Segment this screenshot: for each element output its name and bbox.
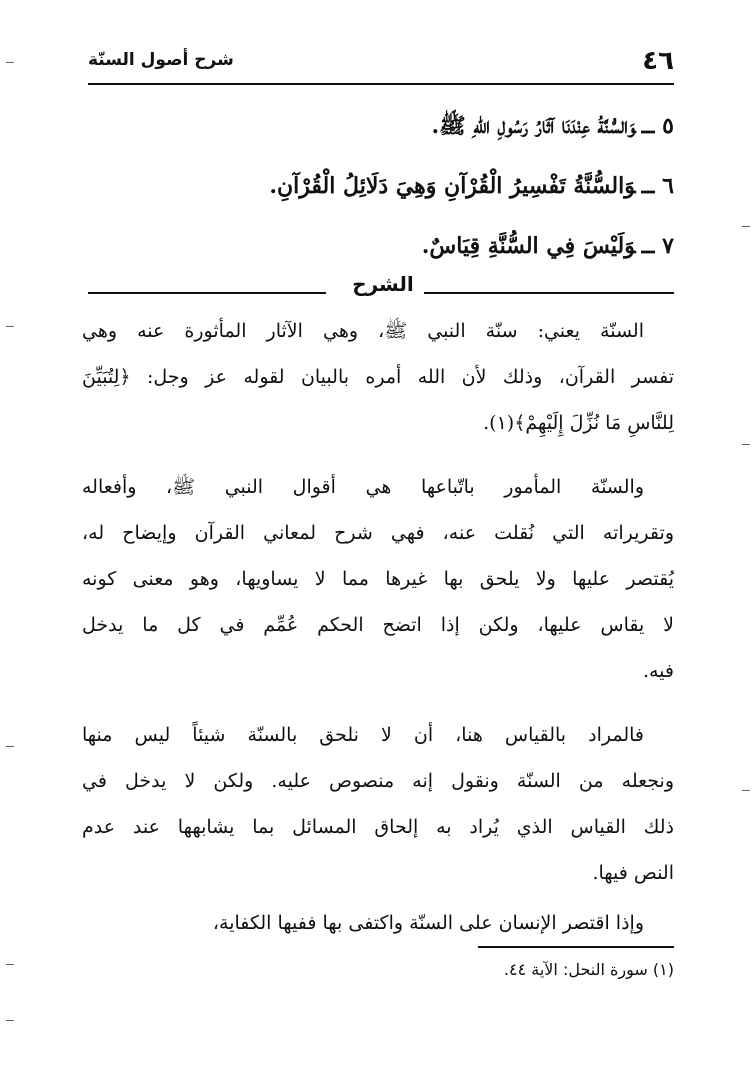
principle-text: وَالسُّنَّةُ تَفْسِيرُ الْقُرْآنِ وَهِيَ دَلَائِلُ الْقُرْآنِ. [269, 173, 636, 199]
principle-item [114, 216, 674, 276]
commentary-divider [88, 272, 674, 306]
page-number: ٤٦ [642, 46, 674, 76]
principle-text: وَلَيْسَ فِي السُّنَّةِ قِيَاسٌ. [421, 233, 636, 259]
text-line: وتقريراته التي نُقلت عنه، فهي شرح لمعاني القرآن وإيضاح له، [82, 522, 674, 544]
scan-mark [6, 1020, 14, 1021]
scan-mark [742, 444, 750, 445]
text-line: ذلك القياس الذي يُراد به إلحاق المسائل بما يشابهها عند عدم [82, 816, 674, 838]
paragraph [82, 712, 674, 896]
scan-mark [742, 226, 750, 227]
footnote-rule [478, 946, 674, 948]
text-line: فالمراد بالقياس هنا، أن لا نلحق بالسنّة شيئاً ليس منها [82, 724, 644, 746]
principle-item [114, 96, 674, 156]
header-rule [88, 83, 674, 85]
text-line: النص فيها. [592, 862, 674, 884]
principle-number: ٦ ــ [641, 173, 674, 199]
text-line: تفسر القرآن، وذلك لأن الله أمره بالبيان لقوله عز وجل: ﴿لِتُبَيِّنَ [82, 366, 674, 388]
principle-number: ٥ ــ [641, 113, 674, 139]
scan-mark [6, 746, 14, 747]
principle-number: ٧ ــ [641, 233, 674, 259]
paragraph [82, 308, 674, 446]
footnote-marker: (١) [652, 960, 674, 979]
principle-item [114, 156, 674, 216]
text-line: والسنّة المأمور باتّباعها هي أقوال النبي ﷺ، وأفعاله [82, 476, 644, 498]
divider-line-right [424, 292, 674, 294]
text-line: لِلنَّاسِ مَا نُزِّلَ إِلَيْهِمْ﴾(١). [483, 412, 674, 434]
scan-mark [6, 326, 14, 327]
text-line: وإذا اقتصر الإنسان على السنّة واكتفى بها ففيها الكفاية، [212, 912, 644, 934]
divider-line-left [88, 292, 326, 294]
text-line: فيه. [642, 660, 674, 682]
scan-mark [6, 964, 14, 965]
scan-mark [742, 790, 750, 791]
paragraph [82, 900, 674, 946]
footnote-text: سورة النحل: الآية ٤٤. [503, 960, 648, 979]
principles-list [114, 96, 674, 276]
principle-text: وَالسُّنَّةُ عِنْدَنَا آثَارُ رَسُولِ اللهِ ﷺ. [431, 113, 636, 139]
text-line: السنّة يعني: سنّة النبي ﷺ، وهي الآثار المأثورة عنه وهي [82, 320, 644, 342]
page-header [88, 46, 674, 80]
text-line: ونجعله من السنّة ونقول إنه منصوص عليه. ولكن لا يدخل في [82, 770, 674, 792]
commentary-body [82, 308, 674, 946]
commentary-heading: الشرح [352, 272, 414, 296]
paragraph [82, 464, 674, 694]
text-line: لا يقاس عليها، ولكن إذا اتضح الحكم عُمِّم في كل ما يدخل [82, 614, 674, 636]
book-title: شرح أصول السنّة [88, 50, 234, 70]
scan-mark [6, 62, 14, 63]
text-line: يُقتصر عليها ولا يلحق بها غيرها مما لا يساويها، وهو معنى كونه [82, 568, 674, 590]
footnote [82, 956, 674, 984]
